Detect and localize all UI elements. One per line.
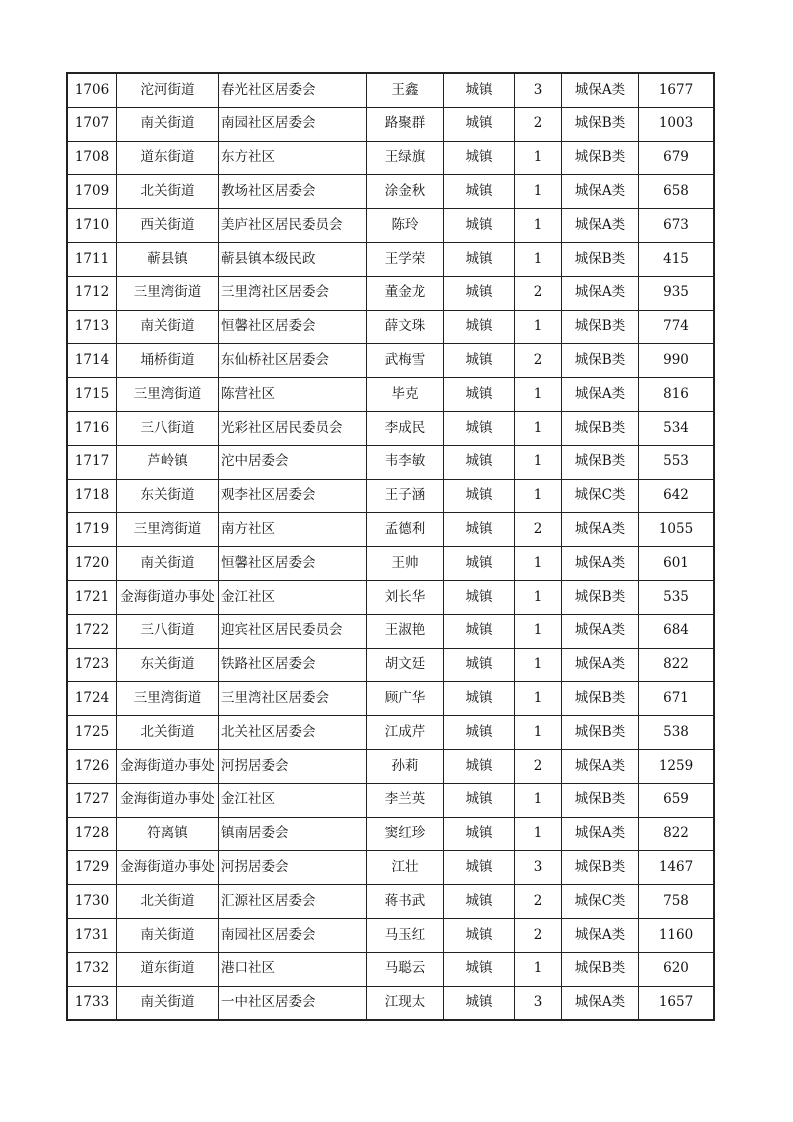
community-cell: 沱中居委会	[219, 445, 367, 479]
member-count-cell: 1	[515, 716, 562, 750]
category-cell: 城保C类	[562, 885, 639, 919]
street-cell: 道东街道	[117, 141, 219, 175]
category-cell: 城保B类	[562, 851, 639, 885]
street-cell: 三八街道	[117, 614, 219, 648]
record-id-cell: 1728	[67, 817, 117, 851]
record-id-cell: 1731	[67, 918, 117, 952]
name-cell: 王淑艳	[367, 614, 444, 648]
table-row	[67, 648, 714, 682]
amount-cell: 1467	[639, 851, 715, 885]
community-cell: 春光社区居委会	[219, 73, 367, 107]
street-cell: 金海街道办事处	[117, 749, 219, 783]
street-cell: 南关街道	[117, 547, 219, 581]
amount-cell: 1677	[639, 73, 715, 107]
community-cell: 河拐居委会	[219, 749, 367, 783]
table-row	[67, 952, 714, 986]
table-row	[67, 783, 714, 817]
category-cell: 城保B类	[562, 716, 639, 750]
record-id-cell: 1707	[67, 107, 117, 141]
street-cell: 东关街道	[117, 648, 219, 682]
table-row	[67, 716, 714, 750]
table-row	[67, 141, 714, 175]
household-type-cell: 城镇	[444, 918, 515, 952]
street-cell: 西关街道	[117, 209, 219, 243]
member-count-cell: 1	[515, 445, 562, 479]
community-cell: 三里湾社区居委会	[219, 682, 367, 716]
name-cell: 韦李敏	[367, 445, 444, 479]
street-cell: 芦岭镇	[117, 445, 219, 479]
member-count-cell: 1	[515, 310, 562, 344]
table-row	[67, 209, 714, 243]
record-id-cell: 1732	[67, 952, 117, 986]
amount-cell: 534	[639, 411, 715, 445]
member-count-cell: 1	[515, 175, 562, 209]
member-count-cell: 3	[515, 986, 562, 1020]
name-cell: 陈玲	[367, 209, 444, 243]
category-cell: 城保A类	[562, 175, 639, 209]
street-cell: 沱河街道	[117, 73, 219, 107]
name-cell: 王子涵	[367, 479, 444, 513]
household-type-cell: 城镇	[444, 513, 515, 547]
record-id-cell: 1723	[67, 648, 117, 682]
household-type-cell: 城镇	[444, 479, 515, 513]
amount-cell: 935	[639, 276, 715, 310]
name-cell: 王鑫	[367, 73, 444, 107]
name-cell: 路聚群	[367, 107, 444, 141]
community-cell: 汇源社区居委会	[219, 885, 367, 919]
community-cell: 金江社区	[219, 783, 367, 817]
name-cell: 王学荣	[367, 242, 444, 276]
member-count-cell: 1	[515, 242, 562, 276]
household-type-cell: 城镇	[444, 952, 515, 986]
community-cell: 一中社区居委会	[219, 986, 367, 1020]
street-cell: 北关街道	[117, 885, 219, 919]
amount-cell: 816	[639, 378, 715, 412]
household-type-cell: 城镇	[444, 107, 515, 141]
household-type-cell: 城镇	[444, 547, 515, 581]
household-type-cell: 城镇	[444, 885, 515, 919]
amount-cell: 990	[639, 344, 715, 378]
community-cell: 南方社区	[219, 513, 367, 547]
member-count-cell: 1	[515, 378, 562, 412]
amount-cell: 671	[639, 682, 715, 716]
amount-cell: 535	[639, 580, 715, 614]
name-cell: 王绿旗	[367, 141, 444, 175]
category-cell: 城保A类	[562, 513, 639, 547]
member-count-cell: 1	[515, 614, 562, 648]
member-count-cell: 2	[515, 513, 562, 547]
community-cell: 铁路社区居委会	[219, 648, 367, 682]
category-cell: 城保A类	[562, 209, 639, 243]
household-type-cell: 城镇	[444, 445, 515, 479]
member-count-cell: 2	[515, 107, 562, 141]
record-id-cell: 1726	[67, 749, 117, 783]
household-type-cell: 城镇	[444, 310, 515, 344]
household-type-cell: 城镇	[444, 986, 515, 1020]
table-row	[67, 614, 714, 648]
table-row	[67, 918, 714, 952]
name-cell: 武梅雪	[367, 344, 444, 378]
amount-cell: 601	[639, 547, 715, 581]
amount-cell: 673	[639, 209, 715, 243]
street-cell: 蕲县镇	[117, 242, 219, 276]
member-count-cell: 2	[515, 918, 562, 952]
name-cell: 李成民	[367, 411, 444, 445]
amount-cell: 659	[639, 783, 715, 817]
street-cell: 南关街道	[117, 986, 219, 1020]
name-cell: 毕克	[367, 378, 444, 412]
category-cell: 城保B类	[562, 783, 639, 817]
table-row	[67, 513, 714, 547]
household-type-cell: 城镇	[444, 817, 515, 851]
member-count-cell: 1	[515, 952, 562, 986]
amount-cell: 1657	[639, 986, 715, 1020]
street-cell: 北关街道	[117, 716, 219, 750]
street-cell: 东关街道	[117, 479, 219, 513]
amount-cell: 822	[639, 648, 715, 682]
name-cell: 孙莉	[367, 749, 444, 783]
amount-cell: 553	[639, 445, 715, 479]
amount-cell: 658	[639, 175, 715, 209]
record-id-cell: 1727	[67, 783, 117, 817]
category-cell: 城保B类	[562, 682, 639, 716]
street-cell: 南关街道	[117, 107, 219, 141]
household-type-cell: 城镇	[444, 411, 515, 445]
member-count-cell: 2	[515, 749, 562, 783]
category-cell: 城保B类	[562, 445, 639, 479]
record-id-cell: 1720	[67, 547, 117, 581]
household-type-cell: 城镇	[444, 242, 515, 276]
household-type-cell: 城镇	[444, 783, 515, 817]
record-id-cell: 1733	[67, 986, 117, 1020]
community-cell: 恒馨社区居委会	[219, 310, 367, 344]
member-count-cell: 3	[515, 851, 562, 885]
member-count-cell: 1	[515, 547, 562, 581]
table-row	[67, 242, 714, 276]
name-cell: 刘长华	[367, 580, 444, 614]
street-cell: 金海街道办事处	[117, 580, 219, 614]
name-cell: 董金龙	[367, 276, 444, 310]
category-cell: 城保A类	[562, 749, 639, 783]
name-cell: 江成芹	[367, 716, 444, 750]
street-cell: 三里湾街道	[117, 276, 219, 310]
category-cell: 城保B类	[562, 580, 639, 614]
member-count-cell: 1	[515, 783, 562, 817]
member-count-cell: 1	[515, 411, 562, 445]
category-cell: 城保A类	[562, 547, 639, 581]
street-cell: 三八街道	[117, 411, 219, 445]
community-cell: 蕲县镇本级民政	[219, 242, 367, 276]
record-id-cell: 1724	[67, 682, 117, 716]
community-cell: 美庐社区居民委员会	[219, 209, 367, 243]
member-count-cell: 2	[515, 885, 562, 919]
category-cell: 城保B类	[562, 141, 639, 175]
name-cell: 窦红珍	[367, 817, 444, 851]
community-cell: 三里湾社区居委会	[219, 276, 367, 310]
household-type-cell: 城镇	[444, 141, 515, 175]
community-cell: 迎宾社区居民委员会	[219, 614, 367, 648]
household-type-cell: 城镇	[444, 378, 515, 412]
table-row	[67, 73, 714, 107]
community-cell: 陈营社区	[219, 378, 367, 412]
record-id-cell: 1712	[67, 276, 117, 310]
table-row	[67, 986, 714, 1020]
name-cell: 马玉红	[367, 918, 444, 952]
table-row	[67, 580, 714, 614]
name-cell: 马聪云	[367, 952, 444, 986]
category-cell: 城保A类	[562, 648, 639, 682]
amount-cell: 774	[639, 310, 715, 344]
table-row	[67, 378, 714, 412]
record-id-cell: 1706	[67, 73, 117, 107]
street-cell: 道东街道	[117, 952, 219, 986]
street-cell: 三里湾街道	[117, 513, 219, 547]
community-cell: 观李社区居委会	[219, 479, 367, 513]
category-cell: 城保B类	[562, 344, 639, 378]
street-cell: 南关街道	[117, 310, 219, 344]
street-cell: 埇桥街道	[117, 344, 219, 378]
household-type-cell: 城镇	[444, 648, 515, 682]
household-type-cell: 城镇	[444, 344, 515, 378]
amount-cell: 415	[639, 242, 715, 276]
member-count-cell: 1	[515, 580, 562, 614]
amount-cell: 684	[639, 614, 715, 648]
community-cell: 北关社区居委会	[219, 716, 367, 750]
category-cell: 城保B类	[562, 107, 639, 141]
name-cell: 江现太	[367, 986, 444, 1020]
community-cell: 东仙桥社区居委会	[219, 344, 367, 378]
household-type-cell: 城镇	[444, 749, 515, 783]
amount-cell: 758	[639, 885, 715, 919]
category-cell: 城保A类	[562, 918, 639, 952]
member-count-cell: 1	[515, 141, 562, 175]
amount-cell: 642	[639, 479, 715, 513]
name-cell: 顾广华	[367, 682, 444, 716]
amount-cell: 679	[639, 141, 715, 175]
community-cell: 镇南居委会	[219, 817, 367, 851]
member-count-cell: 2	[515, 276, 562, 310]
community-cell: 光彩社区居民委员会	[219, 411, 367, 445]
member-count-cell: 1	[515, 648, 562, 682]
table-row	[67, 310, 714, 344]
table-row	[67, 682, 714, 716]
record-id-cell: 1717	[67, 445, 117, 479]
record-id-cell: 1722	[67, 614, 117, 648]
record-id-cell: 1719	[67, 513, 117, 547]
record-id-cell: 1721	[67, 580, 117, 614]
street-cell: 符离镇	[117, 817, 219, 851]
record-id-cell: 1710	[67, 209, 117, 243]
household-type-cell: 城镇	[444, 276, 515, 310]
household-type-cell: 城镇	[444, 851, 515, 885]
category-cell: 城保A类	[562, 276, 639, 310]
records-table-body	[67, 73, 714, 1020]
table-row	[67, 344, 714, 378]
table-row	[67, 479, 714, 513]
record-id-cell: 1709	[67, 175, 117, 209]
street-cell: 南关街道	[117, 918, 219, 952]
community-cell: 教场社区居委会	[219, 175, 367, 209]
community-cell: 港口社区	[219, 952, 367, 986]
category-cell: 城保A类	[562, 614, 639, 648]
records-table	[66, 72, 715, 1021]
record-id-cell: 1725	[67, 716, 117, 750]
record-id-cell: 1713	[67, 310, 117, 344]
record-id-cell: 1730	[67, 885, 117, 919]
table-row	[67, 851, 714, 885]
community-cell: 南园社区居委会	[219, 918, 367, 952]
name-cell: 王帅	[367, 547, 444, 581]
household-type-cell: 城镇	[444, 682, 515, 716]
household-type-cell: 城镇	[444, 209, 515, 243]
category-cell: 城保A类	[562, 817, 639, 851]
table-row	[67, 547, 714, 581]
category-cell: 城保C类	[562, 479, 639, 513]
community-cell: 恒馨社区居委会	[219, 547, 367, 581]
category-cell: 城保B类	[562, 310, 639, 344]
household-type-cell: 城镇	[444, 580, 515, 614]
member-count-cell: 1	[515, 682, 562, 716]
name-cell: 胡文廷	[367, 648, 444, 682]
name-cell: 蒋书武	[367, 885, 444, 919]
record-id-cell: 1711	[67, 242, 117, 276]
table-row	[67, 411, 714, 445]
member-count-cell: 1	[515, 209, 562, 243]
amount-cell: 1160	[639, 918, 715, 952]
table-row	[67, 276, 714, 310]
amount-cell: 620	[639, 952, 715, 986]
street-cell: 金海街道办事处	[117, 783, 219, 817]
community-cell: 金江社区	[219, 580, 367, 614]
amount-cell: 822	[639, 817, 715, 851]
household-type-cell: 城镇	[444, 73, 515, 107]
community-cell: 东方社区	[219, 141, 367, 175]
category-cell: 城保A类	[562, 73, 639, 107]
amount-cell: 1259	[639, 749, 715, 783]
name-cell: 孟德利	[367, 513, 444, 547]
member-count-cell: 1	[515, 817, 562, 851]
community-cell: 南园社区居委会	[219, 107, 367, 141]
record-id-cell: 1729	[67, 851, 117, 885]
record-id-cell: 1714	[67, 344, 117, 378]
category-cell: 城保A类	[562, 986, 639, 1020]
category-cell: 城保B类	[562, 411, 639, 445]
name-cell: 李兰英	[367, 783, 444, 817]
household-type-cell: 城镇	[444, 614, 515, 648]
community-cell: 河拐居委会	[219, 851, 367, 885]
name-cell: 薛文珠	[367, 310, 444, 344]
street-cell: 北关街道	[117, 175, 219, 209]
member-count-cell: 3	[515, 73, 562, 107]
table-row	[67, 885, 714, 919]
table-row	[67, 175, 714, 209]
household-type-cell: 城镇	[444, 175, 515, 209]
street-cell: 三里湾街道	[117, 378, 219, 412]
amount-cell: 1003	[639, 107, 715, 141]
category-cell: 城保B类	[562, 242, 639, 276]
table-row	[67, 445, 714, 479]
category-cell: 城保A类	[562, 378, 639, 412]
record-id-cell: 1708	[67, 141, 117, 175]
member-count-cell: 2	[515, 344, 562, 378]
name-cell: 江壮	[367, 851, 444, 885]
household-type-cell: 城镇	[444, 716, 515, 750]
table-row	[67, 749, 714, 783]
street-cell: 金海街道办事处	[117, 851, 219, 885]
table-row	[67, 817, 714, 851]
category-cell: 城保B类	[562, 952, 639, 986]
record-id-cell: 1718	[67, 479, 117, 513]
record-id-cell: 1716	[67, 411, 117, 445]
record-id-cell: 1715	[67, 378, 117, 412]
member-count-cell: 1	[515, 479, 562, 513]
table-row	[67, 107, 714, 141]
amount-cell: 538	[639, 716, 715, 750]
name-cell: 涂金秋	[367, 175, 444, 209]
amount-cell: 1055	[639, 513, 715, 547]
street-cell: 三里湾街道	[117, 682, 219, 716]
